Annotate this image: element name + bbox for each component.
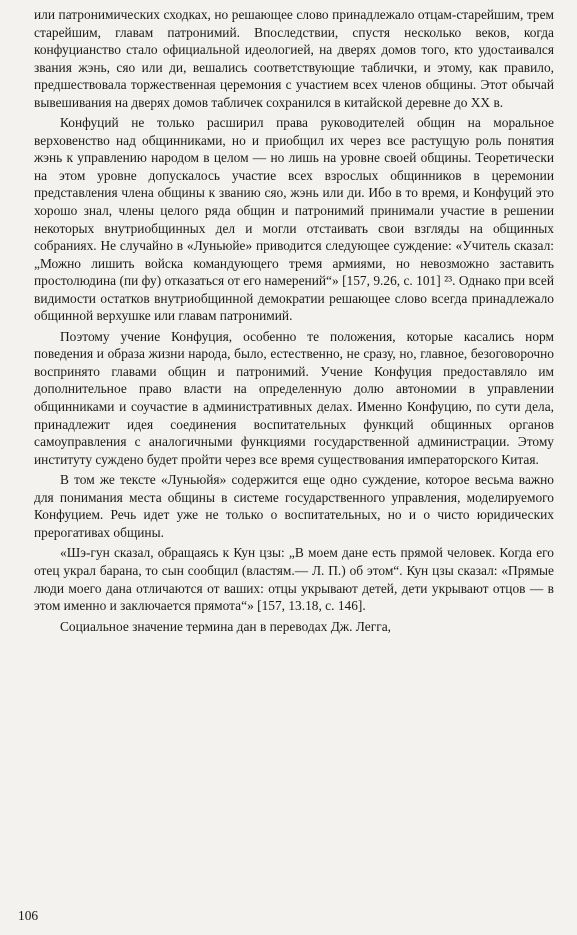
book-page	[34, 6, 554, 638]
paragraph-3: Поэтому учение Конфуция, особенно те положения, которые касались норм поведения и образа жизни народа, было, естественно, не сразу, но, главное, безоговорочно воспринято главами общин и патронимий. Учение Конфуция предоставляло им дополнительное право власти на определенную долю автономии в управлении общинниками и соучастие в административных делах. Именно Конфуцию, по сути дела, принадлежит идея соединения воспитательных функций общинных органов самоуправления с аналогичными функциями государственной администрации. Этому институту суждено будет пройти через все время существования императорского Китая.	[34, 328, 554, 467]
paragraph-4: В том же тексте «Луньюйя» содержится еще одно суждение, которое весьма важно для понимания места общины в системе государственного управления, моделируемого Конфуцием. Речь идет уже не только о воспитательных, но и о чисто юридических прерогативах общины.	[34, 472, 554, 540]
paragraph-6: Социальное значение термина дан в переводах Дж. Легга,	[60, 618, 391, 634]
page-number: 106	[18, 908, 39, 923]
paragraph-1: или патронимических сходках, но решающее слово принадлежало отцам-старейшим, трем старейшим, главам патронимий. Впоследствии, спустя несколько веков, когда конфуцианство стало официальной идеологией, на дверях домов того, кто удостаивался звания жэнь, сяо или ди, вешались соответствующие таблички, и этому, как правило, предшествовала торжественная церемония с участием всех членов общины. Этот обычай вывешивания на дверях домов табличек сохранился в китайской деревне до XX в.	[34, 7, 554, 110]
paragraph-2: Конфуций не только расширил права руководителей общин на моральное верховенство над общинниками, но и приобщил их через все растущую роль понятия жэнь к управлению народом в целом — но лишь на уровне своей общины. Теоретически на этом уровне допускалось участие всех взрослых общинников в церемонии представления члена общины к званию сяо, жэнь или ди. Ибо в то время, и Конфуций это хорошо знал, члены целого ряда общин и патронимий принимали участие в решении некоторых внутриобщинных дел и могли отстаивать свои взгляды на общинных собраниях. Не случайно в «Луньюйе» приводится следующее суждение: «Учитель сказал: „Можно лишить войска командующего тремя армиями, но невозможно заставить простолюдина (пи фу) отказаться от его намерений“» [157, 9.26, с. 101] ²³. Однако при всей видимости остатков внутриобщинной демократии решающее слово всегда принадлежало общинной верхушке или главам патронимий.	[34, 115, 554, 324]
paragraph-5: «Шэ-гун сказал, обращаясь к Кун цзы: „В моем дане есть прямой человек. Когда его отец украл барана, то сын сообщил (властям.— Л. П.) об этом“. Кун цзы сказал: «Прямые люди моего дана отличаются от ваших: отцы укрывают детей, дети укрывают отцов — в этом именно и заключается прямота“» [157, 13.18, с. 146].	[34, 545, 554, 614]
